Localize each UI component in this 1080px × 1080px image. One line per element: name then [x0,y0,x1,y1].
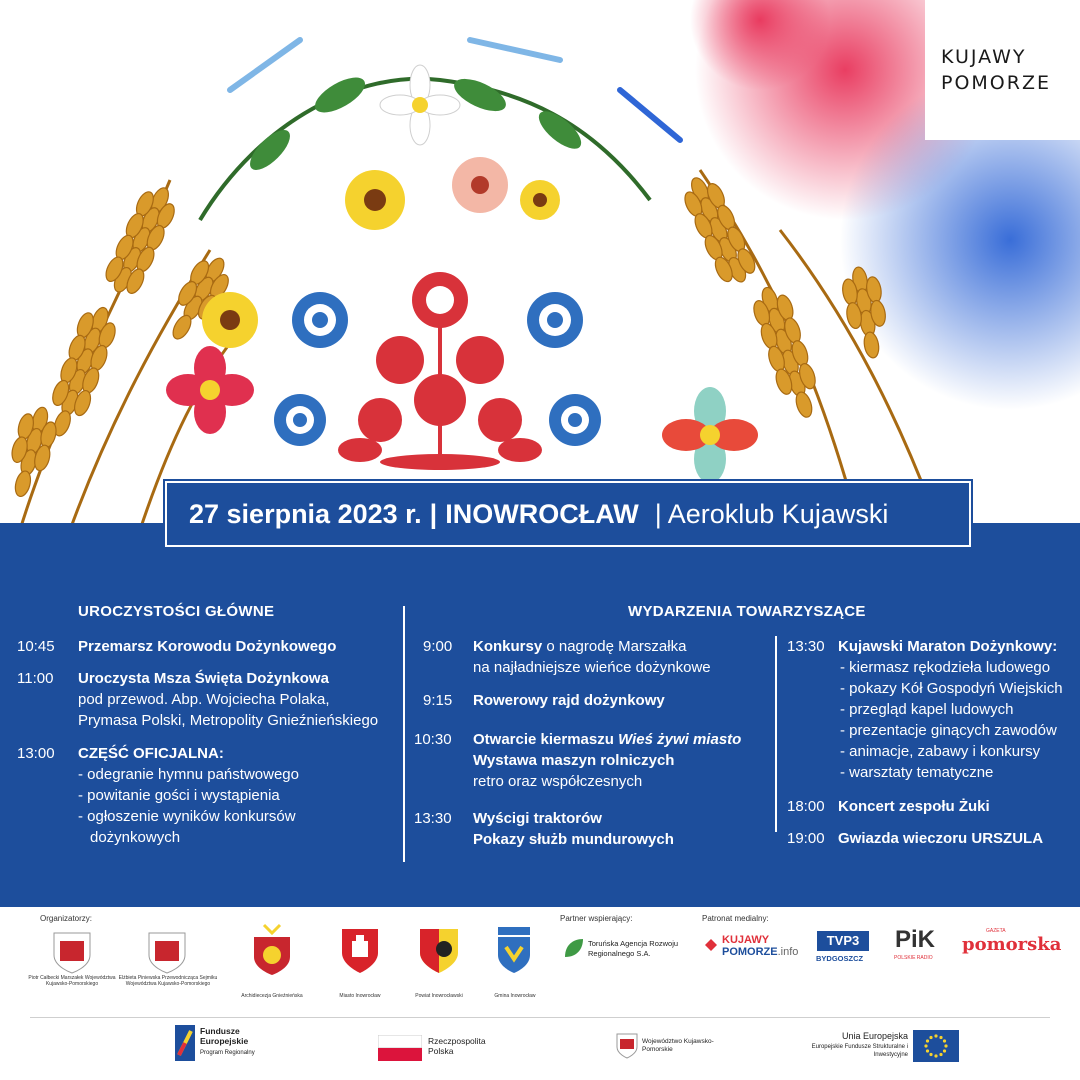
rp-label: Rzeczpospolita Polska [428,1036,486,1056]
event-headline [165,481,971,547]
fe-sub: Program Regionalny [200,1050,255,1056]
event-title: Rowerowy rajd dożynkowy [473,692,665,709]
event-title: Konkursy [473,638,543,655]
event-date: 27 sierpnia 2023 r. [189,498,422,529]
ue-sub: Europejskie Fundusze Strukturalne i Inwestycyjne [811,1044,908,1058]
organizers-label: Organizatorzy: [40,914,93,923]
time: 10:30 [414,731,452,748]
time: 13:30 [787,638,825,655]
time: 19:00 [787,830,825,847]
brand-line-2: POMORZE [941,72,1051,94]
partner-label: Partner wspierający: [560,914,633,923]
media-kp-domain: .info [777,946,799,958]
gazeta-label: GAZETA [986,928,1006,934]
event-detail: - ogłoszenie wyników konkursów [78,808,296,825]
org-caption-4: Miasto Inowrocław [339,993,381,999]
event-title: Wyścigi traktorów [473,810,602,827]
event-title-rest: o nagrodę Marszałka [542,638,687,655]
time: 18:00 [787,798,825,815]
list-item: - pokazy Kół Gospodyń Wiejskich [840,680,1063,697]
kujawy-pomorze-info-icon [703,937,719,953]
time: 9:00 [423,638,453,655]
org-caption-2: Elżbieta Piniewska Przewodnicząca Sejmiku Województwa Kujawsko-Pomorskiego [118,975,218,987]
voivodeship-crest-icon [147,931,187,975]
time: 9:15 [423,692,453,709]
partner-name: Toruńska Agencja Rozwoju Regionalnego S.A. [588,939,679,958]
county-crest-icon [418,927,460,975]
list-item: - przegląd kapel ludowych [840,701,1014,718]
media-kp-line1: KUJAWY [722,934,770,946]
event-city: INOWROCŁAW [445,498,639,529]
org-caption-6: Gmina Inowrocław [494,993,536,999]
event-detail: - powitanie gości i wystąpienia [78,787,280,804]
media-label: Patronat medialny: [702,914,769,923]
pik-sub: POLSKIE RADIO [894,955,933,961]
archdiocese-crest-icon [250,923,294,977]
eu-flag-icon [913,1030,959,1062]
org-caption-3: Archidiecezja Gnieźnieńska [241,993,303,999]
time: 11:00 [17,670,54,687]
event-title-2: Pokazy służb mundurowych [473,831,674,848]
media-kp-line2 [722,946,798,958]
list-item: - prezentacje ginących zawodów [840,722,1057,739]
time: 10:45 [17,638,55,655]
commune-crest-icon [496,925,532,975]
footer-separator [30,1017,1050,1018]
event-detail: na najładniejsze wieńce dożynkowe [473,659,711,676]
headline-separator-2: | [654,498,662,529]
time: 13:30 [414,810,452,827]
list-item: - warsztaty tematyczne [840,764,994,781]
gazeta-pomorska-logo: pomorska [962,934,1062,955]
ue-title: Unia Europejska [841,1031,908,1041]
media-kp-pomorze: POMORZE [722,946,778,958]
polish-flag-icon [378,1035,422,1061]
kujawy-pomorze-logo [925,0,1080,140]
event-venue: Aeroklub Kujawski [667,498,889,529]
column-divider [403,606,405,862]
headline-separator: | [429,498,438,529]
event-detail: Prymasa Polski, Metropolity Gnieźnieńskiego [78,712,379,729]
column-divider-2 [775,636,777,832]
pik-logo: PiK [895,926,936,953]
fe-title: Fundusze Europejskie [200,1026,249,1046]
list-item: - animacje, zabawy i konkursy [840,743,1041,760]
floral-garland [166,40,758,483]
folk-ornament [274,272,601,470]
event-detail: dożynkowych [90,829,181,846]
side-section-title: WYDARZENIA TOWARZYSZĄCE [628,603,866,620]
sponsor-logos [0,907,1080,1080]
event-detail: retro oraz współczesnych [473,773,643,790]
event-title: Koncert zespołu Żuki [838,798,990,815]
event-title-2: Wystawa maszyn rolniczych [473,752,675,769]
leaf-logo-icon [563,937,585,959]
time: 13:00 [17,745,55,762]
org-caption-5: Powiat Inowrocławski [415,993,463,999]
harvest-wreath-illustration [0,0,1080,530]
event-detail: pod przewod. Abp. Wojciecha Polaka, [78,691,330,708]
eu-funds-icon [175,1025,195,1061]
tvp3-city: BYDGOSZCZ [816,954,864,963]
event-title-italic: Wieś żywi miasto [618,731,742,748]
voivodeship-crest-icon [52,931,92,975]
main-section-title: UROCZYSTOŚCI GŁÓWNE [78,603,275,620]
tvp3-logo: TVP3 [817,931,869,951]
event-title: Kujawski Maraton Dożynkowy: [838,638,1058,655]
woj-label: Województwo Kujawsko-Pomorskie [642,1038,714,1053]
event-title: CZĘŚĆ OFICJALNA: [78,745,224,762]
list-item: - kiermasz rękodzieła ludowego [840,659,1051,676]
inowroclaw-city-crest-icon [340,927,380,975]
event-title: Otwarcie kiermaszu [473,731,619,748]
voivodeship-shield-icon [616,1033,638,1059]
event-title: Uroczysta Msza Święta Dożynkowa [78,670,329,687]
event-title: Gwiazda wieczoru URSZULA [838,830,1044,847]
brand-line-1: KUJAWY [941,46,1027,68]
org-caption-1: Piotr Całbecki Marszałek Województwa Kujawsko-Pomorskiego [28,975,116,987]
event-title: Przemarsz Korowodu Dożynkowego [78,638,337,655]
event-detail: - odegranie hymnu państwowego [78,766,299,783]
